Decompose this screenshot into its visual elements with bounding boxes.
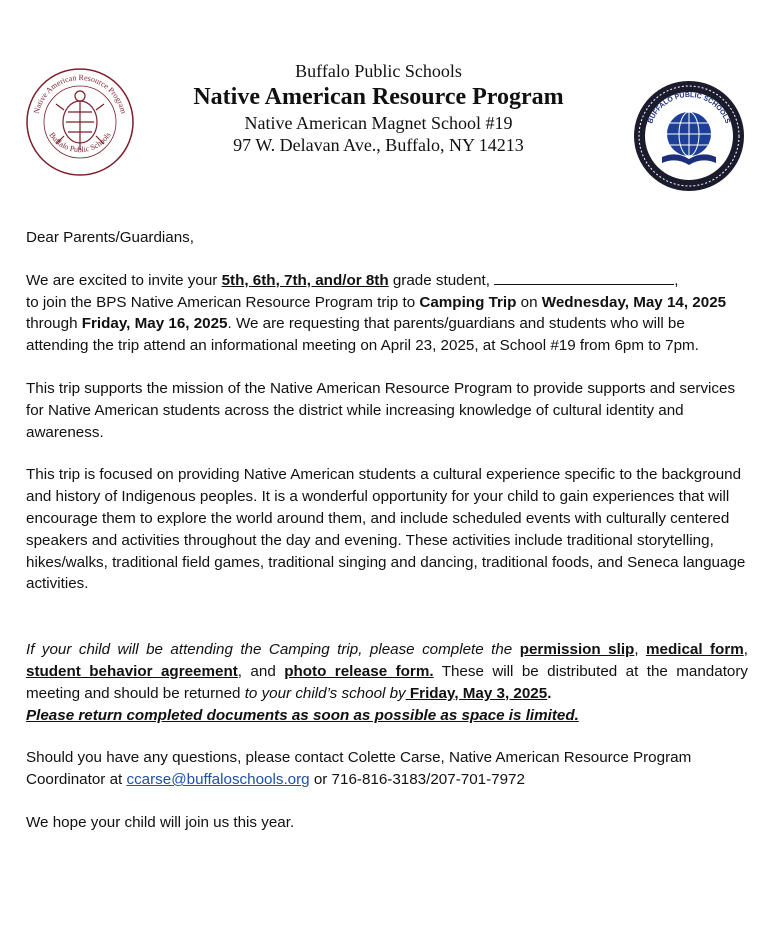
text-run: These will be distributed at the mandatory meeting and should be returned: [26, 662, 749, 702]
end-date: Friday, May 16, 2025: [81, 315, 228, 333]
org-name: Buffalo Public Schools: [295, 61, 462, 81]
letterhead: [0, 60, 757, 156]
contact-paragraph: [26, 747, 748, 791]
text-run: , and: [237, 662, 285, 680]
text-run: to join the BPS Native American Resource Program trip to: [26, 293, 420, 311]
medical-form-text: medical form: [646, 641, 744, 659]
text-run: If your child will be attending the Camping trip, please complete the: [26, 641, 520, 659]
photo-release-text: photo release form.: [284, 662, 434, 680]
text-run: . We are requesting that parents/guardians and students who will be attending the trip attend an informational meeting on April 23, 2025, at School #19 from 6pm to 7pm.: [26, 315, 699, 355]
seal-left-bottom-text: Buffalo Public Schools: [47, 130, 113, 155]
school-address: 97 W. Delavan Ave., Buffalo, NY 14213: [233, 135, 524, 155]
invitation-paragraph: [26, 270, 748, 357]
coordinator-email-link[interactable]: ccarse@buffaloschools.org: [126, 771, 310, 789]
student-name-blank[interactable]: [494, 270, 674, 285]
behavior-agreement-text: student behavior agreement: [26, 662, 238, 680]
text-run: ,: [743, 641, 748, 659]
letter-body: [26, 227, 748, 834]
text-run: or 716-816-3183/207-701-7972: [309, 771, 525, 789]
focus-paragraph: This trip is focused on providing Native American students a cultural experience specific to the background and history of Indigenous peoples. It is a wonderful opportunity for your child to gain experiences that will encourage them to explore the world around them, and include scheduled events with culturally centered speakers and activities throughout the day and evening. These activities include traditional storytelling, hikes/walks, traditional field games, traditional singing and dancing, traditional foods, and Seneca language activities.: [26, 466, 746, 593]
seal-left-top-text: Native American Resource Program: [31, 72, 129, 115]
text-run: ,: [634, 641, 646, 659]
text-run: to your child’s school by: [244, 684, 406, 702]
text-run: ,: [674, 271, 679, 289]
greeting: Dear Parents/Guardians,: [26, 229, 194, 246]
deadline-date: Friday, May 3, 2025: [405, 684, 548, 702]
text-run: Should you have any questions, please contact Colette Carse, Native American Resource Program Coordinator at: [26, 749, 692, 789]
start-date: Wednesday, May 14, 2025: [541, 293, 727, 311]
school-name: Native American Magnet School #19: [244, 113, 513, 133]
mission-paragraph: This trip supports the mission of the Native American Resource Program to provide supports and services for Native American students across the district while increasing knowledge of cultural identity and awareness.: [26, 379, 736, 441]
grades-text: 5th, 6th, 7th, and/or 8th: [221, 271, 389, 289]
text-run: through: [26, 315, 82, 333]
trip-name: Camping Trip: [419, 293, 517, 311]
space-limited-notice: Please return completed documents as soon as possible as space is limited.: [26, 706, 579, 724]
closing-line: We hope your child will join us this year.: [26, 813, 295, 831]
text-run: We are excited to invite your: [26, 271, 222, 289]
seal-right-top-text: BUFFALO PUBLIC SCHOOLS: [647, 91, 731, 125]
permission-slip-text: permission slip: [519, 641, 635, 659]
program-name: Native American Resource Program: [193, 84, 564, 110]
forms-paragraph: [26, 639, 748, 726]
text-run: grade student,: [388, 271, 495, 289]
text-run: .: [547, 684, 552, 702]
text-run: on: [516, 293, 542, 311]
